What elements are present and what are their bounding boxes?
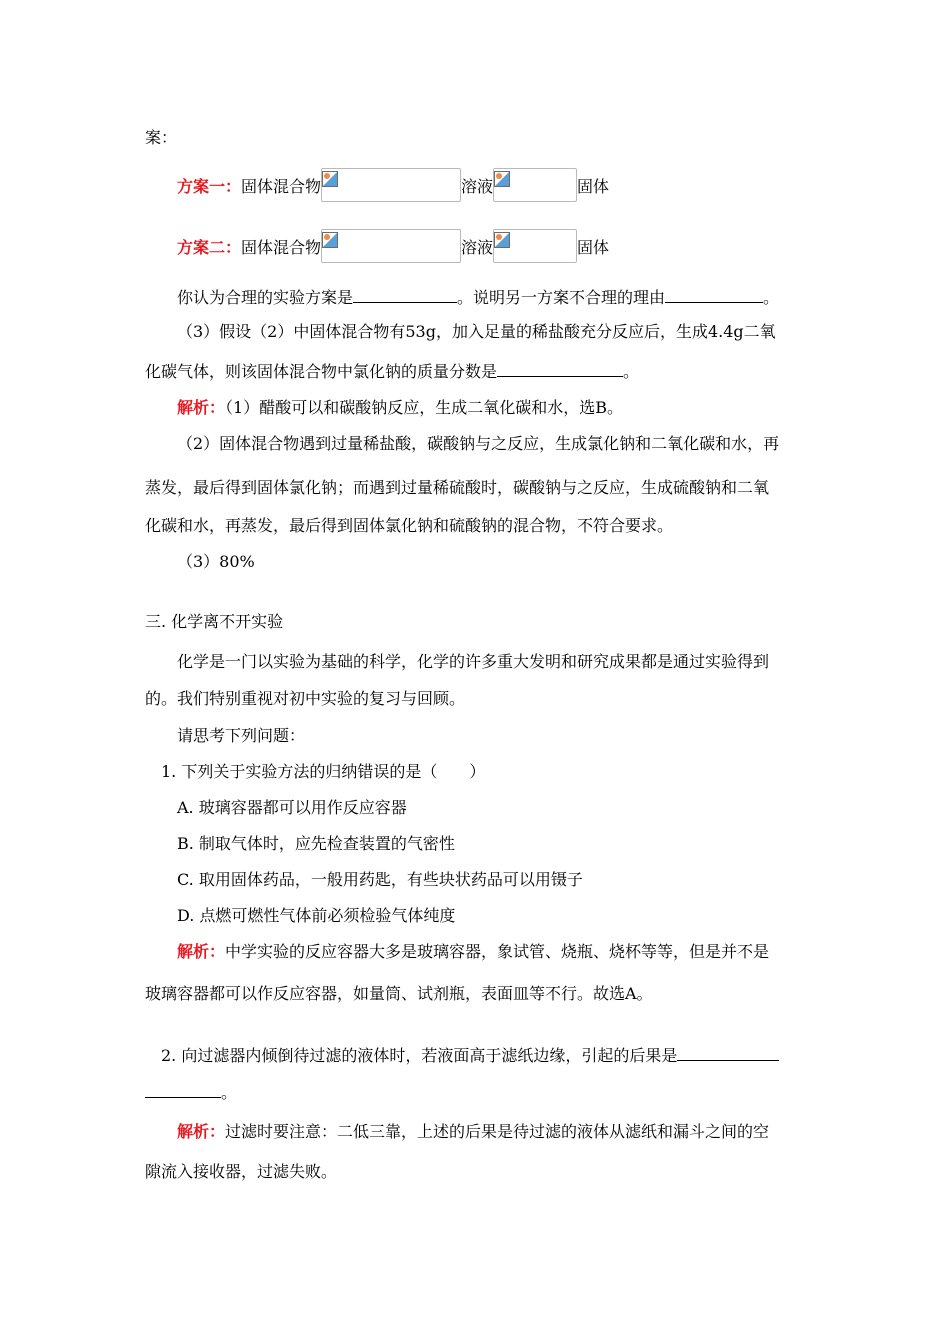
analysis-1-text: （1）醋酸可以和碳酸钠反应，生成二氧化碳和水，选B。 (225, 398, 623, 417)
answer-blank (145, 1081, 221, 1098)
q1-option-c: C. 取用固体药品，一般用药匙，有些块状药品可以用镊子 (177, 870, 583, 889)
broken-image-icon (322, 232, 338, 248)
broken-image-icon (494, 232, 510, 248)
q1-analysis-text: 中学实验的反应容器大多是玻璃容器，象试管、烧瓶、烧杯等等，但是并不是 (225, 942, 770, 961)
q2-analysis-line1 (177, 1122, 769, 1142)
analysis-label: 解析： (177, 398, 226, 417)
analysis-label: 解析： (177, 942, 226, 961)
answer-blank (353, 286, 457, 303)
prompt: 请思考下列问题： (177, 726, 306, 745)
scheme-two (177, 227, 609, 265)
scheme-one-image-box1 (321, 168, 461, 202)
q1-option-b: B. 制取气体时，应先检查装置的气密性 (177, 834, 455, 853)
scheme-one-image-box2 (493, 168, 577, 202)
scheme-two-text2: 溶液 (461, 237, 494, 257)
q3-line2-text: 化碳气体，则该固体混合物中氯化钠的质量分数是 (145, 362, 498, 381)
intro-line2: 的。我们特别重视对初中实验的复习与回顾。 (145, 689, 466, 708)
ans2-line3: 化碳和水，再蒸发，最后得到固体氯化钠和硫酸钠的混合物，不符合要求。 (145, 516, 674, 535)
scheme-one-text3: 固体 (577, 176, 610, 196)
q3-line2 (145, 360, 639, 382)
scheme-one-text2: 溶液 (461, 176, 494, 196)
q2-analysis-line2: 隙流入接收器，过滤失败。 (145, 1162, 338, 1181)
reason-text-b: 。说明另一方案不合理的理由 (457, 288, 666, 307)
scheme-two-image-box1 (321, 229, 461, 263)
ans2-line2: 蒸发，最后得到固体氯化钠；而遇到过量稀硫酸时，碳酸钠与之反应，生成硫酸钠和二氧 (145, 478, 770, 497)
broken-image-icon (494, 171, 510, 187)
q1-analysis-line2: 玻璃容器都可以作反应容器，如量筒、试剂瓶，表面皿等不行。故选A。 (145, 984, 653, 1003)
q1-option-a: A. 玻璃容器都可以用作反应容器 (177, 798, 407, 817)
ans2-line1: （2）固体混合物遇到过量稀盐酸，碳酸钠与之反应，生成氯化钠和二氧化碳和水，再 (177, 434, 780, 453)
analysis-label: 解析： (177, 1122, 226, 1141)
q3-line2-end: 。 (623, 362, 640, 381)
q1-analysis-line1 (177, 942, 769, 962)
scheme-two-text3: 固体 (577, 237, 610, 257)
scheme-two-label: 方案二： (177, 237, 242, 257)
q3-line1: （3）假设（2）中固体混合物有53g，加入足量的稀盐酸充分反应后，生成4.4g二氧 (177, 322, 776, 341)
scheme-one-text1: 固体混合物 (241, 176, 322, 196)
q1-option-d: D. 点燃可燃性气体前必须检验气体纯度 (177, 906, 456, 925)
top-fragment: 案： (145, 128, 178, 147)
q2-stem-line2 (145, 1081, 237, 1103)
answer-blank (665, 286, 763, 303)
intro-line1: 化学是一门以实验为基础的科学，化学的许多重大发明和研究成果都是通过实验得到 (177, 652, 770, 671)
scheme-two-text1: 固体混合物 (241, 237, 322, 257)
answer-blank (677, 1044, 779, 1061)
reason-text-c: 。 (763, 288, 780, 307)
ans3: （3）80% (177, 552, 255, 571)
reason-text-a: 你认为合理的实验方案是 (177, 288, 354, 307)
reason-line (177, 286, 779, 308)
q2-analysis-text: 过滤时要注意：二低三靠，上述的后果是待过滤的液体从滤纸和漏斗之间的空 (225, 1122, 770, 1141)
section3-title: 三. 化学离不开实验 (145, 612, 284, 631)
q2-stem-text: 2. 向过滤器内倾倒待过滤的液体时，若液面高于滤纸边缘，引起的后果是 (161, 1046, 678, 1065)
analysis-1 (177, 398, 623, 418)
broken-image-icon (322, 171, 338, 187)
answer-blank (497, 360, 623, 377)
scheme-one-label: 方案一： (177, 176, 242, 196)
scheme-two-image-box2 (493, 229, 577, 263)
q1-stem: 1. 下列关于实验方法的归纳错误的是（ ） (161, 762, 486, 781)
q2-end: 。 (221, 1083, 238, 1102)
scheme-one (177, 166, 609, 204)
q2-stem (161, 1044, 779, 1066)
